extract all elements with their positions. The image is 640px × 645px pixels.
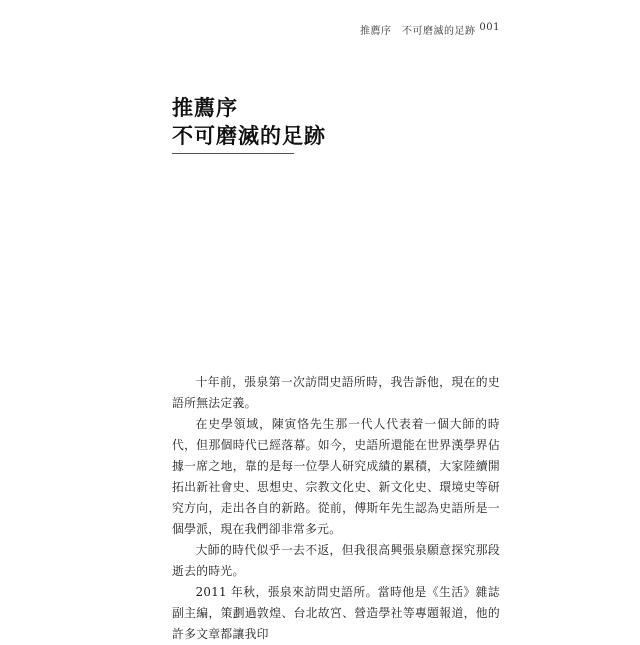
- chapter-title-line-2: 不可磨滅的足跡: [172, 123, 326, 148]
- running-title: 推薦序 不可磨滅的足跡: [360, 26, 476, 37]
- chapter-title: [172, 94, 326, 150]
- running-header: [360, 22, 500, 37]
- paragraph: 十年前，張泉第一次訪問史語所時，我告訴他，現在的史語所無法定義。: [172, 375, 500, 410]
- page-number: 001: [479, 22, 500, 33]
- paragraph: 在史學領域，陳寅恪先生那一代人代表着一個大師的時代，但那個時代已經落幕。如今，史語所還能在世界漢學界佔據一席之地，靠的是每一位學人研究成績的累積，大家陸續開拓出新社會史、思想史、宗教文化史、新文化史、環境史等研究方向，走出各自的新路。從前，傅斯年先生認為史語所是一個學派，現在我們卻非常多元。: [172, 417, 500, 536]
- paragraph: 大師的時代似乎一去不返，但我很高興張泉願意探究那段逝去的時光。: [172, 543, 500, 578]
- paragraph: 2011 年秋，張泉來訪問史語所。當時他是《生活》雜誌副主編，策劃過敦煌、台北故宮、營造學社等專題報道，他的許多文章都讓我印: [172, 585, 500, 641]
- body-text: [172, 372, 500, 645]
- chapter-title-line-1: 推薦序: [172, 95, 238, 120]
- title-divider: [172, 153, 294, 154]
